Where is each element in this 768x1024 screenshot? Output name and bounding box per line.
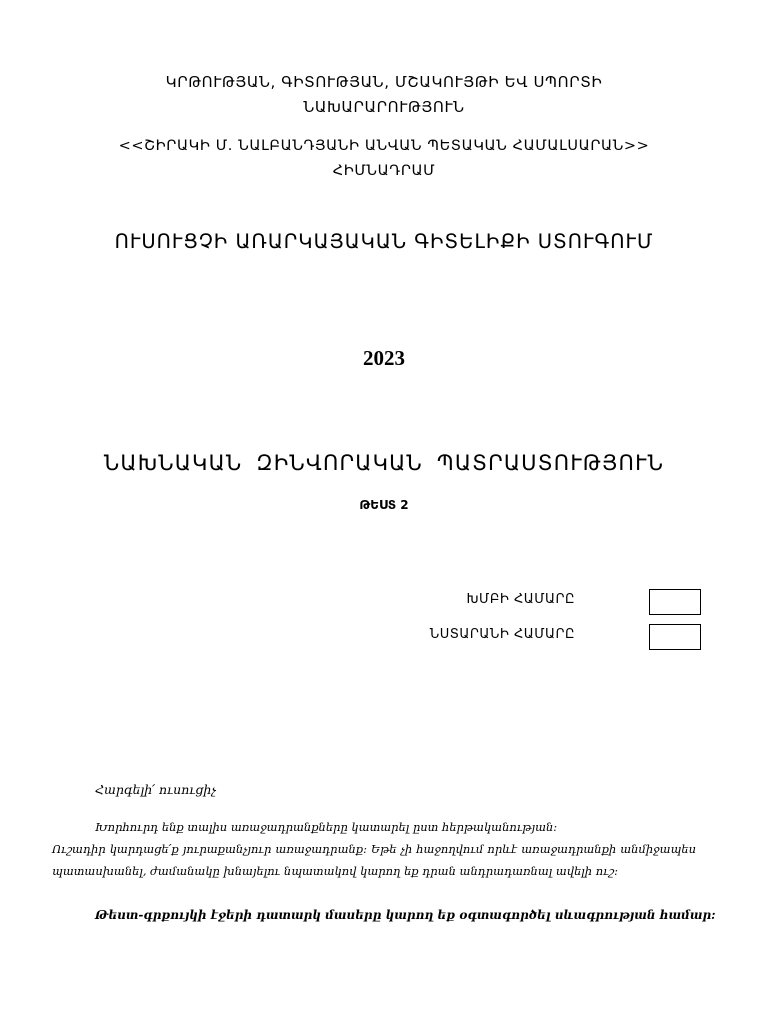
group-number-label: ԽՄԲԻ ՀԱՄԱՐԸ	[466, 592, 575, 607]
university-line-2: ՀԻՄՆԱԴՐԱՄ	[332, 163, 436, 179]
subject-title: ՆԱԽՆԱԿԱՆ ԶԻՆՎՈՐԱԿԱՆ ՊԱՏՐԱՍՏՈՒԹՅՈՒՆ	[103, 451, 665, 475]
seat-number-field[interactable]	[649, 624, 701, 650]
instruction-text-1: Խորհուրդ ենք տալիս առաջադրանքները կատարել ըստ հերթականության:	[95, 820, 558, 834]
university-line-1: <<ՇԻՐԱԿԻ Մ. ՆԱԼԲԱՆԴՅԱՆԻ ԱՆՎԱՆ ՊԵՏԱԿԱՆ ՀԱՄԱԼՍԱՐԱՆ>>	[118, 138, 650, 154]
ministry-line-1: ԿՐԹՈՒԹՅԱՆ, ԳԻՏՈՒԹՅԱՆ, ՄՇԱԿՈՒՅԹԻ ԵՎ ՍՊՈՐՏԻ	[165, 73, 603, 91]
test-variant: ԹԵՍՏ 2	[359, 498, 409, 512]
ministry-line-2: ՆԱԽԱՐԱՐՈՒԹՅՈՒՆ	[303, 98, 465, 116]
university-name	[0, 134, 768, 184]
group-number-field[interactable]	[649, 589, 701, 615]
salutation: Հարգելի՛ ուսուցիչ	[95, 782, 216, 797]
ministry-name	[0, 70, 768, 120]
document-title: ՈՒՍՈՒՑՉԻ ԱՌԱՐԿԱՅԱԿԱՆ ԳԻՏԵԼԻՔԻ ՍՏՈՒԳՈՒՄ	[114, 230, 654, 253]
document-year: 2023	[363, 346, 405, 370]
draft-note: Թեստ-գրքույկի էջերի դատարկ մասերը կարող եք օգտագործել սևագրության համար:	[95, 908, 716, 922]
seat-number-label: ՆՍՏԱՐԱՆԻ ՀԱՄԱՐԸ	[429, 627, 575, 642]
instruction-paragraph-2: Ուշադիր կարդացե՛ք յուրաքանչյուր առաջադրանք: Եթե չի հաջողվում որևէ առաջադրանքի անմիջապես պատասխանել, ժամանակը խնայելու նպատակով կարող եք դրան անդրադառնալ ավելի ուշ:	[52, 842, 696, 878]
instruction-paragraph-1	[52, 816, 696, 838]
